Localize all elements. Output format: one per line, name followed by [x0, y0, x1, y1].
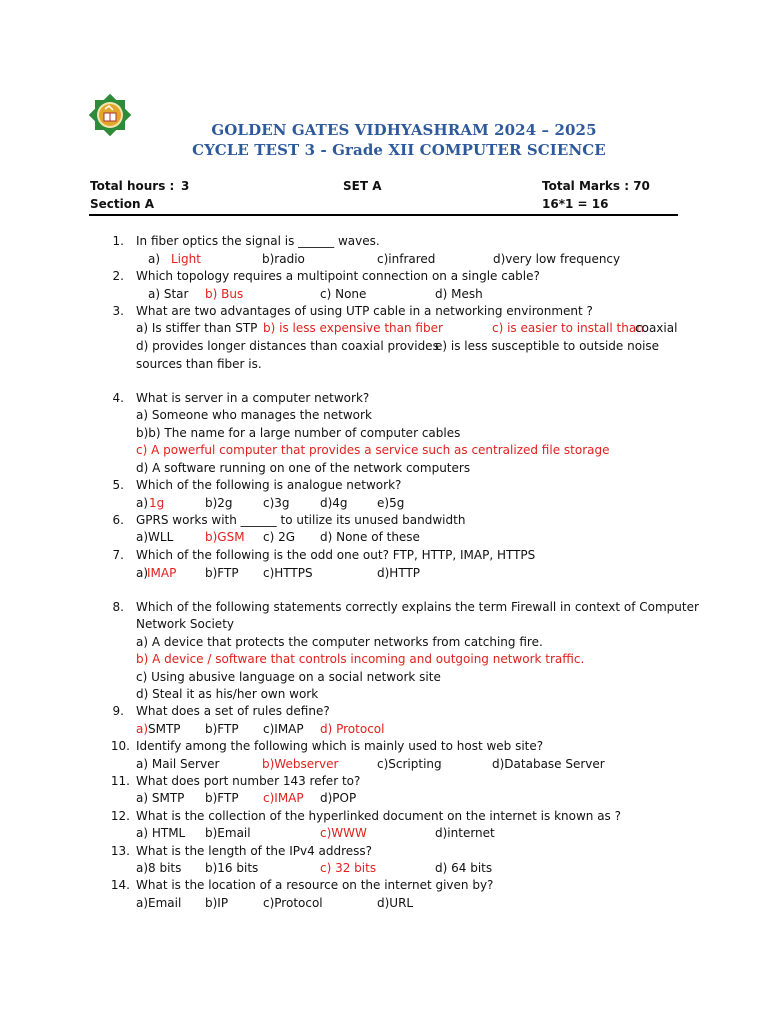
option-c-rest: coaxial — [635, 321, 678, 335]
option-a: SMTP — [148, 722, 181, 736]
option-b: b)Email — [205, 826, 251, 840]
total-hours-value: 3 — [181, 179, 190, 193]
option-d: d) provides longer distances than coaxial provides — [136, 339, 439, 353]
option-c: c)IMAP — [263, 722, 304, 736]
option-c-answer: c)IMAP — [263, 791, 304, 805]
option-d: d)internet — [435, 826, 495, 840]
option-e: e)5g — [377, 496, 405, 510]
question-text: Which topology requires a multipoint connection on a single cable? — [136, 269, 540, 283]
question-number: 3. — [112, 304, 124, 318]
question-text: What is server in a computer network? — [136, 391, 370, 405]
question-text: What is the length of the IPv4 address? — [136, 844, 373, 858]
option-d: d)URL — [377, 896, 414, 910]
option-b: b)FTP — [205, 722, 239, 736]
question-number: 5. — [112, 478, 124, 492]
option-c: c)HTTPS — [263, 566, 313, 580]
option-a: a) Star — [148, 287, 189, 301]
question-number: 10. — [110, 739, 130, 753]
option-d: d)4g — [320, 496, 348, 510]
option-a: a) — [136, 566, 149, 580]
total-marks: Total Marks : 70 — [542, 179, 650, 193]
option-d-answer: d) Protocol — [320, 722, 385, 736]
option-b-answer: b) is less expensive than fiber — [263, 321, 443, 335]
option-a: a)8 bits — [136, 861, 182, 875]
option-b-answer: b)GSM — [205, 530, 245, 544]
option-b: b)IP — [205, 896, 229, 910]
option-b-answer: b) A device / software that controls incoming and outgoing network traffic. — [136, 652, 585, 666]
option-c: c)Protocol — [263, 896, 323, 910]
question-text: GPRS works with ______ to utilize its unused bandwidth — [136, 513, 466, 527]
option-c-answer: c) is easier to install than — [492, 321, 644, 335]
option-a: a) Is stiffer than STP — [136, 321, 258, 335]
option-b: b)16 bits — [205, 861, 259, 875]
option-d: d)Database Server — [492, 757, 605, 771]
question-number: 13. — [110, 844, 130, 858]
option-e: e) is less susceptible to outside noise — [435, 339, 660, 353]
option-b-answer: b)Webserver — [262, 757, 339, 771]
option-d: d) A software running on one of the network computers — [136, 461, 471, 475]
option-b: b)FTP — [205, 566, 239, 580]
question-number: 8. — [112, 600, 124, 614]
option-d: d)POP — [320, 791, 357, 805]
option-e-continued: sources than fiber is. — [136, 357, 262, 371]
question-text: In fiber optics the signal is ______ waves. — [136, 234, 380, 248]
question-number: 14. — [110, 878, 130, 892]
question-number: 11. — [110, 774, 130, 788]
school-title: GOLDEN GATES VIDHYASHRAM 2024 – 2025 — [211, 121, 597, 139]
header-divider — [89, 214, 678, 216]
question-text: Which of the following is the odd one out? FTP, HTTP, IMAP, HTTPS — [136, 548, 536, 562]
option-a: a) HTML — [136, 826, 186, 840]
option-d: d) Steal it as his/her own work — [136, 687, 319, 701]
option-a: a)Email — [136, 896, 182, 910]
option-a: a) A device that protects the computer networks from catching fire. — [136, 635, 543, 649]
question-text-continued: Network Society — [136, 617, 234, 631]
option-c: c) Using abusive language on a social network site — [136, 670, 441, 684]
option-c: c) 2G — [263, 530, 296, 544]
option-c: c) None — [320, 287, 367, 301]
option-d: d) None of these — [320, 530, 420, 544]
option-b: b)2g — [205, 496, 233, 510]
total-hours-label: Total hours : — [90, 179, 175, 193]
option-d: d)HTTP — [377, 566, 421, 580]
option-a-answer: 1g — [149, 496, 165, 510]
option-a: a) SMTP — [136, 791, 185, 805]
option-a: a) Mail Server — [136, 757, 220, 771]
option-d: d)very low frequency — [493, 252, 621, 266]
question-number: 6. — [112, 513, 124, 527]
question-text: What does port number 143 refer to? — [136, 774, 361, 788]
question-number: 7. — [112, 548, 124, 562]
option-d: d) 64 bits — [435, 861, 493, 875]
option-c-answer: c) A powerful computer that provides a service such as centralized file storage — [136, 443, 610, 457]
exam-title: CYCLE TEST 3 - Grade XII COMPUTER SCIENCE — [192, 141, 606, 159]
option-a-prefix: a) — [136, 722, 149, 736]
question-text: Identify among the following which is mainly used to host web site? — [136, 739, 544, 753]
section-marks: 16*1 = 16 — [542, 197, 609, 211]
question-text: What are two advantages of using UTP cable in a networking environment ? — [136, 304, 593, 318]
option-c: c)Scripting — [377, 757, 442, 771]
question-text: Which of the following is analogue network? — [136, 478, 402, 492]
question-number: 12. — [110, 809, 130, 823]
option-b: b)radio — [262, 252, 305, 266]
option-b-answer: b) Bus — [205, 287, 244, 301]
option-a: a) — [148, 252, 161, 266]
option-a-answer: IMAP — [147, 566, 177, 580]
question-number: 2. — [112, 269, 124, 283]
question-text: What is the location of a resource on the internet given by? — [136, 878, 494, 892]
question-number: 1. — [112, 234, 124, 248]
question-number: 4. — [112, 391, 124, 405]
option-a: a)WLL — [136, 530, 174, 544]
option-c-answer: c)WWW — [320, 826, 367, 840]
set-label: SET A — [343, 179, 382, 193]
option-a-answer: Light — [171, 252, 201, 266]
option-b: b)b) The name for a large number of computer cables — [136, 426, 461, 440]
option-a: a) Someone who manages the network — [136, 408, 372, 422]
question-number: 9. — [112, 704, 124, 718]
option-d: d) Mesh — [435, 287, 483, 301]
option-c: c)infrared — [377, 252, 436, 266]
option-a: a) — [136, 496, 149, 510]
option-b: b)FTP — [205, 791, 239, 805]
question-text: What is the collection of the hyperlinked document on the internet is known as ? — [136, 809, 621, 823]
question-text: What does a set of rules define? — [136, 704, 330, 718]
question-text: Which of the following statements correctly explains the term Firewall in context of Computer — [136, 600, 699, 614]
option-c: c)3g — [263, 496, 290, 510]
section-label: Section A — [90, 197, 154, 211]
option-c-answer: c) 32 bits — [320, 861, 377, 875]
